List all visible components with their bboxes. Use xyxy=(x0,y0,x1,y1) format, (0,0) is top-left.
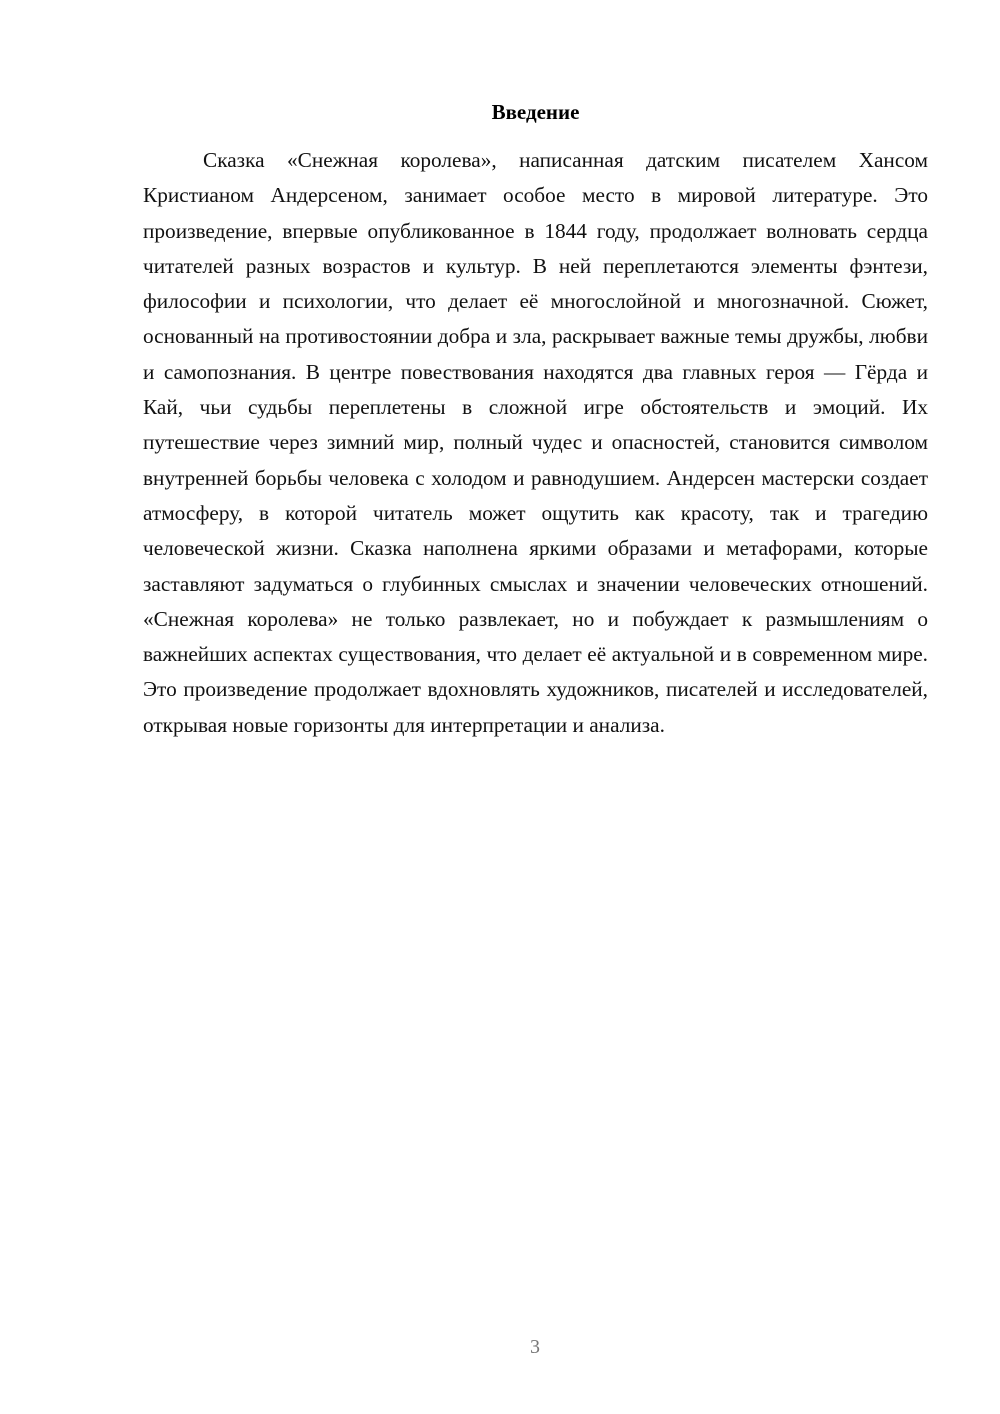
body-paragraph: Сказка «Снежная королева», написанная датским писателем Хансом Кристианом Андерсеном, занимает особое место в мировой литературе. Это произведение, впервые опубликованное в 1844 году, продолжает волновать сердца читателей разных возрастов и культур. В ней переплетаются элементы фэнтези, философии и психологии, что делает её многослойной и многозначной. Сюжет, основанный на противостоянии добра и зла, раскрывает важные темы дружбы, любви и самопознания. В центре повествования находятся два главных героя — Гёрда и Кай, чьи судьбы переплетены в сложной игре обстоятельств и эмоций. Их путешествие через зимний мир, полный чудес и опасностей, становится символом внутренней борьбы человека с холодом и равнодушием. Андерсен мастерски создает атмосферу, в которой читатель может ощутить как красоту, так и трагедию человеческой жизни. Сказка наполнена яркими образами и метафорами, которые заставляют задуматься о глубинных смыслах и значении человеческих отношений. «Снежная королева» не только развлекает, но и побуждает к размышлениям о важнейших аспектах существования, что делает её актуальной и в современном мире. Это произведение продолжает вдохновлять художников, писателей и исследователей, открывая новые горизонты для интерпретации и анализа. xyxy=(143,148,928,737)
section-heading: Введение xyxy=(491,100,580,124)
page-number: 3 xyxy=(530,1336,540,1358)
